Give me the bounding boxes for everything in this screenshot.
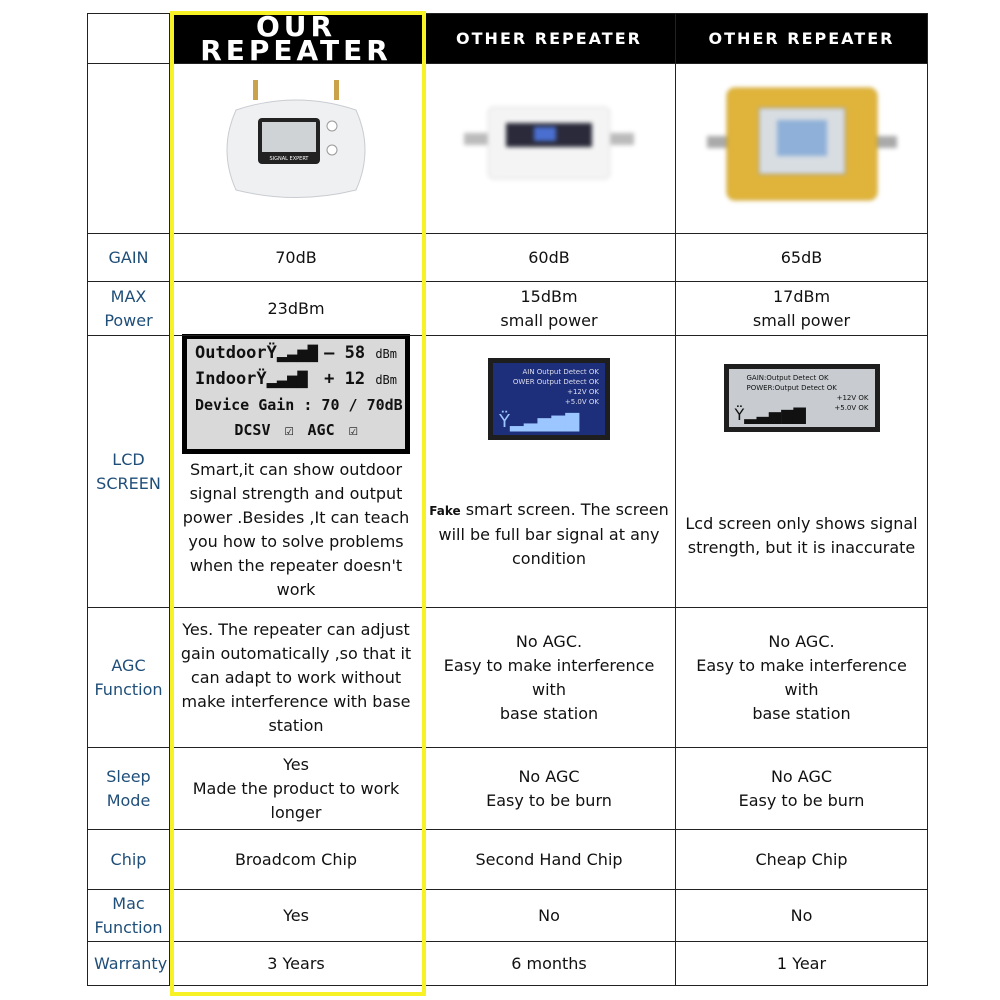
lcd-outdoor-unit: dBm	[375, 347, 397, 361]
sleep-other2	[676, 748, 928, 830]
max-power-other1-note: small power	[500, 310, 598, 330]
chip-ours: Broadcom Chip	[170, 830, 423, 890]
lcd-outdoor-value: – 58	[324, 343, 366, 363]
other-device-1-cell	[423, 64, 676, 234]
sleep-ours-line: Made the product to work	[192, 778, 400, 798]
agc-other1-line: Easy to make interference with	[443, 655, 655, 699]
sleep-other1-line: No AGC	[518, 766, 580, 786]
sleep-ours-line: Yes	[283, 754, 309, 774]
mac-label-line1: Mac	[112, 893, 145, 913]
signal-bars-icon: Ÿ▂▃▅▆▇	[499, 411, 580, 432]
our-repeater-image	[216, 80, 376, 210]
lcd-other2	[676, 336, 928, 608]
agc-other1-line: base station	[499, 703, 599, 723]
sleep-other2-line: No AGC	[770, 766, 833, 786]
warranty-ours: 3 Years	[170, 942, 423, 986]
our-lcd-screen	[182, 334, 410, 454]
mac-other1: No	[423, 890, 676, 942]
other2-lcd-line: +12V OK	[836, 394, 869, 402]
comparison-table	[87, 9, 928, 986]
header-other-repeater-2: OTHER REPEATER	[676, 14, 928, 64]
mac-label	[88, 890, 170, 942]
lcd-other2-text-line: Lcd screen only shows signal	[685, 514, 918, 533]
other2-lcd-text: POWER:Output Detect	[746, 384, 825, 392]
agc-ours	[170, 608, 423, 748]
agc-other2	[676, 608, 928, 748]
lcd-ours	[170, 336, 423, 608]
gain-ours: 70dB	[170, 234, 423, 282]
other2-lcd-status: OK	[826, 384, 837, 392]
sleep-ours	[170, 748, 423, 830]
corner-cell	[88, 14, 170, 64]
checkbox-checked-icon: ☑	[284, 421, 294, 439]
other-repeater-1-image	[464, 95, 634, 195]
header-row	[88, 14, 928, 64]
our-device-brand: SIGNAL EXPERT	[269, 156, 309, 162]
lcd-other1-text: smart screen. The screen	[460, 500, 669, 519]
lcd-label	[88, 336, 170, 608]
lcd-other2-text-line: strength, but it is inaccurate	[687, 538, 916, 557]
signal-bars-icon: ▂▃▅▇	[276, 343, 318, 363]
warranty-other1: 6 months	[423, 942, 676, 986]
max-power-row	[88, 282, 928, 336]
agc-ours-line: can adapt to work without	[190, 667, 402, 687]
agc-other1	[423, 608, 676, 748]
signal-bars-icon: ▂▃▅▇	[266, 369, 308, 389]
lcd-agc-label: AGC	[307, 421, 335, 439]
chip-label: Chip	[88, 830, 170, 890]
max-power-label-line1: MAX	[110, 286, 147, 306]
lcd-label-line2: SCREEN	[96, 473, 161, 493]
lcd-other1	[423, 336, 676, 608]
other2-lcd-text: GAIN:Output Detect	[746, 374, 817, 382]
gain-other1: 60dB	[423, 234, 676, 282]
lcd-ours-text-line: work	[276, 580, 316, 599]
agc-other1-line: No AGC.	[515, 631, 583, 651]
header-other-repeater-1: OTHER REPEATER	[423, 14, 676, 64]
max-power-label-line2: Power	[104, 310, 153, 330]
agc-ours-line: gain outomatically ,so that it	[180, 643, 412, 663]
other2-lcd-status: OK	[818, 374, 829, 382]
lcd-other2-description	[682, 512, 921, 560]
lcd-indoor-label: Indoor	[195, 369, 257, 389]
lcd-ours-text-line: signal strength and output	[189, 484, 403, 503]
warranty-other2: 1 Year	[676, 942, 928, 986]
chip-row	[88, 830, 928, 890]
max-power-other2-note: small power	[752, 310, 851, 330]
lcd-other1-text-line: will be full bar signal at any	[438, 525, 660, 544]
max-power-label	[88, 282, 170, 336]
lcd-outdoor-label: Outdoor	[195, 343, 267, 363]
max-power-other1	[423, 282, 676, 336]
other2-lcd-line	[747, 373, 869, 383]
other1-lcd-line: OWER Output Detect OK	[512, 378, 599, 386]
other2-lcd-screen	[724, 364, 880, 432]
lcd-other1-text-line	[429, 498, 669, 523]
max-power-ours: 23dBm	[170, 282, 423, 336]
lcd-dcsv-label: DCSV	[234, 421, 271, 439]
gain-label: GAIN	[88, 234, 170, 282]
other1-lcd-line: AIN Output Detect OK	[522, 368, 599, 376]
agc-other2-line: No AGC.	[768, 631, 835, 651]
sleep-ours-line: longer	[270, 802, 322, 822]
agc-ours-line: make interference with base	[181, 691, 411, 711]
mac-other2: No	[676, 890, 928, 942]
sleep-label	[88, 748, 170, 830]
lcd-label-line1: LCD	[112, 449, 145, 469]
agc-row	[88, 608, 928, 748]
sleep-other1	[423, 748, 676, 830]
antenna-icon: Ÿ	[256, 369, 267, 389]
other-repeater-2-image	[707, 80, 897, 210]
max-power-other2	[676, 282, 928, 336]
chip-other1: Second Hand Chip	[423, 830, 676, 890]
checkbox-checked-icon: ☑	[348, 421, 358, 439]
gain-row	[88, 234, 928, 282]
lcd-device-gain: Device Gain : 70 / 70dB	[195, 396, 403, 414]
sleep-row	[88, 748, 928, 830]
sleep-label-line2: Mode	[106, 790, 151, 810]
signal-bars-icon: Ÿ▂▃▅▆▇	[734, 405, 806, 424]
other1-lcd-line: +12V OK	[567, 388, 599, 396]
agc-label-line1: AGC	[111, 655, 146, 675]
lcd-ours-description	[176, 458, 416, 602]
warranty-row	[88, 942, 928, 986]
lcd-ours-text-line: power .Besides ,It can teach	[182, 508, 410, 527]
fake-label: Fake	[429, 504, 461, 518]
lcd-other1-text-line: condition	[512, 549, 586, 568]
header-our-repeater: OUR REPEATER	[170, 14, 423, 64]
other-device-2-cell	[676, 64, 928, 234]
image-row	[88, 64, 928, 234]
lcd-ours-text-line: you how to solve problems	[188, 532, 404, 551]
other1-lcd-screen	[488, 358, 610, 440]
lcd-other1-description	[429, 498, 669, 571]
other1-lcd-line: +5.0V OK	[564, 398, 599, 406]
agc-other2-line: Easy to make interference with	[696, 655, 907, 699]
warranty-label: Warranty	[88, 942, 170, 986]
lcd-indoor-value: + 12	[324, 369, 366, 389]
our-device-cell	[170, 64, 423, 234]
lcd-row	[88, 336, 928, 608]
sleep-label-line1: Sleep	[106, 766, 151, 786]
mac-row	[88, 890, 928, 942]
other2-lcd-line	[747, 383, 869, 393]
sleep-other1-line: Easy to be burn	[486, 790, 612, 810]
max-power-other1-value: 15dBm	[520, 286, 578, 306]
other2-lcd-line: +5.0V OK	[834, 404, 869, 412]
agc-label-line2: Function	[94, 679, 163, 699]
lcd-ours-text-line: when the repeater doesn't	[189, 556, 403, 575]
antenna-icon: Ÿ	[266, 343, 277, 363]
agc-label	[88, 608, 170, 748]
mac-label-line2: Function	[94, 917, 163, 937]
lcd-ours-text-line: Smart,it can show outdoor	[189, 460, 403, 479]
gain-other2: 65dB	[676, 234, 928, 282]
image-label-cell	[88, 64, 170, 234]
lcd-indoor-unit: dBm	[375, 373, 397, 387]
chip-other2: Cheap Chip	[676, 830, 928, 890]
mac-ours: Yes	[170, 890, 423, 942]
max-power-other2-value: 17dBm	[772, 286, 831, 306]
sleep-other2-line: Easy to be burn	[738, 790, 865, 810]
agc-ours-line: Yes. The repeater can adjust	[182, 619, 410, 639]
agc-ours-line: station	[268, 715, 324, 735]
agc-other2-line: base station	[752, 703, 851, 723]
